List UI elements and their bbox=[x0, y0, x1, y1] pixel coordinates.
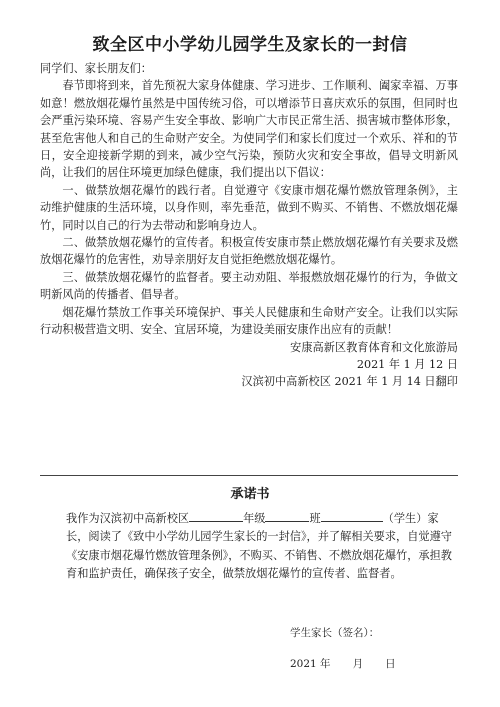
promise-intro: 我作为汉滨初中高新校区 bbox=[66, 512, 190, 525]
letter-paragraph-intro: 春节即将到来，首先预祝大家身体健康、学习进步、工作顺利、阖家幸福、万事如意！燃放烟花爆竹虽然是中国传统习俗，可以增添节日喜庆欢乐的氛围，但同时也会严重污染环境、容易产生安全事故、影响广大市民正常生活、损害城市整体形象，甚至危害他人和自己的生命财产安全。为使同学们和家长们度过一个欢乐、祥和的节日，安全迎接新学期的到来，减少空气污染，预防火灾和安全事故，倡导文明新风尚，让我们的居住环境更加绿色健康，我们提出以下倡议： bbox=[40, 79, 458, 180]
promise-title: 承诺书 bbox=[230, 487, 270, 502]
promise-date-day: 日 bbox=[385, 658, 396, 670]
school-blank[interactable] bbox=[189, 521, 243, 522]
parent-signature-label: 学生家长（签名）： bbox=[290, 627, 380, 639]
letter-body bbox=[40, 60, 458, 391]
class-label: 班 bbox=[309, 512, 321, 525]
letter-title: 致全区中小学幼儿园学生及家长的一封信 bbox=[92, 35, 408, 55]
letter-paragraph-promoter: 二、做禁放烟花爆竹的宣传者。积极宣传安康市禁止燃放烟花爆竹有关要求及燃放烟花爆竹的危害性，劝导亲朋好友自觉拒绝燃放烟花爆竹。 bbox=[40, 236, 458, 267]
student-label: （学生） bbox=[382, 512, 428, 525]
signature-date: 2021 年 1 月 12 日 bbox=[356, 357, 458, 371]
parent-signature-line[interactable] bbox=[290, 625, 379, 640]
grade-label: 年级 bbox=[243, 512, 266, 525]
grade-blank[interactable] bbox=[265, 521, 309, 522]
student-name-blank[interactable] bbox=[321, 521, 383, 522]
promise-body bbox=[66, 510, 458, 584]
promise-text: 家长，阅读了《致中小学幼儿园学生家长的一封信》，并了解相关要求，自觉遵守《安康市烟花爆竹燃放管理条例》，不购买、不销售、不燃放烟花爆竹，承担教育和监护责任，确保孩子安全，做禁放烟花爆竹的宣传者、监督者。 bbox=[66, 512, 452, 581]
section-divider bbox=[40, 475, 458, 476]
promise-date-line bbox=[290, 656, 418, 671]
letter-paragraph-closing: 烟花爆竹禁放工作事关环境保护、事关人民健康和生命财产安全。让我们以实际行动积极营造文明、安全、宜居环境，为建设美丽安康作出应有的贡献！ bbox=[40, 305, 458, 337]
promise-date-year: 2021 年 bbox=[290, 658, 331, 670]
letter-paragraph-practitioner: 一、做禁放烟花爆竹的践行者。自觉遵守《安康市烟花爆竹燃放管理条例》，主动维护健康的生活环境，以身作则，率先垂范，做到不购买、不销售、不燃放烟花爆竹，同时以自己的行为去带动和影响身边人。 bbox=[40, 183, 458, 232]
signature-org: 安康高新区教育体育和文化旅游局 bbox=[290, 340, 458, 354]
letter-greeting: 同学们、家长朋友们： bbox=[40, 62, 152, 75]
promise-date-month: 月 bbox=[352, 658, 364, 670]
reprint-note: 汉滨初中高新校区 2021 年 1 月 14 日翻印 bbox=[241, 375, 458, 389]
letter-paragraph-supervisor: 三、做禁放烟花爆竹的监督者。要主动劝阻、举报燃放烟花爆竹的行为，争做文明新风尚的传播者、倡导者。 bbox=[40, 270, 458, 302]
